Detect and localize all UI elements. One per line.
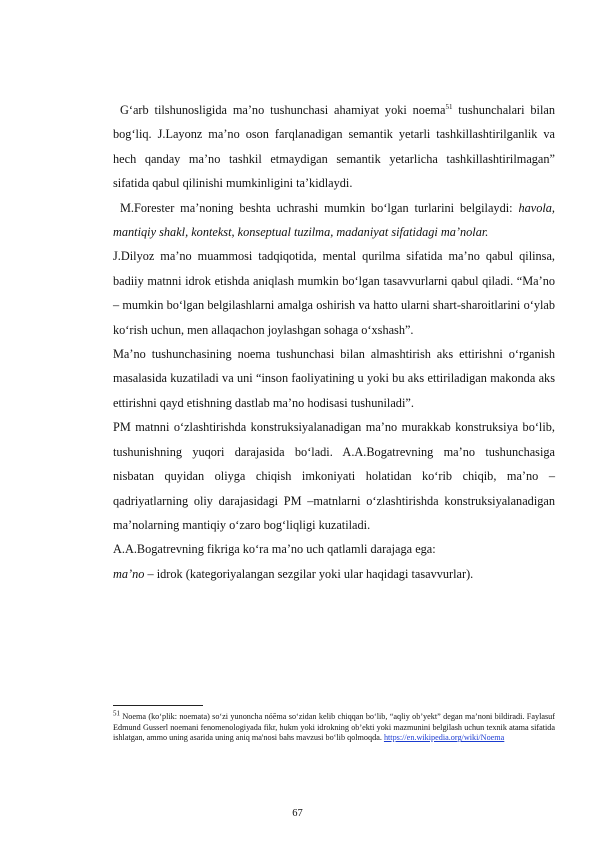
page-number: 67 [292,808,303,819]
paragraph-6: A.A.Bogatrevning fikriga ko‘ra ma’no uch qatlamli darajaga ega: [113,542,436,557]
footnote-link[interactable]: https://en.wikipedia.org/wiki/Noema [383,733,505,743]
paragraph-7-italic: ma’no [113,566,145,581]
paragraph-2 [113,196,555,245]
paragraph-2-text: M.Forester ma’noning beshta uchrashi mumkin bo‘lgan turlarini belgilaydi: [120,200,519,215]
paragraph-1-text: G‘arb tilshunosligida ma’no tushunchasi ahamiyat yoki noema [120,103,446,117]
footnote-ref[interactable]: 51 [445,102,453,111]
paragraph-5: PM matnni o‘zlashtirishda konstruksiyalanadigan ma’no murakkab konstruksiya bo‘lib, tushunishning yuqori darajasida bo‘ladi. A.A.Bogatrevning ma’no tushunchasiga nisbatan quyidan oliyga chiqish imkoniyati holatidan ko‘rib chiqib, ma’no – qadriyatlarning oliy darajasidagi PM –matnlarni o‘zlashtirishda konstruksiyalanadigan ma’nolarning mantiqiy o‘zaro bog‘liqligi kuzatiladi. [113,420,555,532]
footnote [113,709,555,744]
paragraph-1 [113,98,555,196]
paragraph-7 [113,562,555,586]
footnote-divider [113,705,203,706]
paragraph-4: Ma’no tushunchasining noema tushunchasi bilan almashtirish aks ettirishni o‘rganish masalasida kuzatiladi va uni “inson faoliyatining u yoki bu aks ettiriladigan makonda aks ettirishni qayd etishning dastlab ma’no hodisasi tushuniladi”. [113,347,555,410]
footnote-text: Noema (ko‘plik: noemata) so‘zi yunoncha nóēma so‘zidan kelib chiqqan bo‘lib, “aqliy ob’yekt” degan ma’noni bildiradi. Faylasuf Edmund Gusserl noemani fenomenologiyada fikr, hukm yoki idrokning ob’ekti yoki mazmunini belgilash uchun texnik atama sifatida ishlatgan, ammo uning asarida uning aniq ma'nosi bahs mavzusi bo‘lib qolmoqda. [113,712,555,743]
footnote-number: 51 [113,709,120,718]
paragraph-2-italic: havola, mantiqiy shakl, kontekst, konseptual tuzilma, madaniyat sifatidagi ma’nolar. [113,200,555,240]
page-body [113,98,555,586]
paragraph-3: J.Dilyoz ma’no muammosi tadqiqotida, mental qurilma sifatida ma’no qabul qilinsa, badiiy matnni idrok etishda aniqlash mumkin bo‘lgan tasavvurlarni qabul qiladi. “Ma’no – mumkin bo‘lgan belgilashlarni amalga oshirish va hatto ularni shart-sharoitlarini o‘ylab ko‘rish uchun, men allaqachon joylashgan sohaga o‘xshash”. [113,249,555,337]
paragraph-1-text-cont: tushunchalari bilan bog‘liq. J.Layonz ma’no oson farqlanadigan semantik yetarli tashkillashtirilganlik va hech qanday ma’no tashkil etmaydigan semantik yetarlicha tashkillashtirilmagan” sifatida qabul qilinishi mumkinligini ta’kidlaydi. [113,103,555,191]
paragraph-7-text: – idrok (kategoriyalangan sezgilar yoki ular haqidagi tasavvurlar). [144,566,474,581]
